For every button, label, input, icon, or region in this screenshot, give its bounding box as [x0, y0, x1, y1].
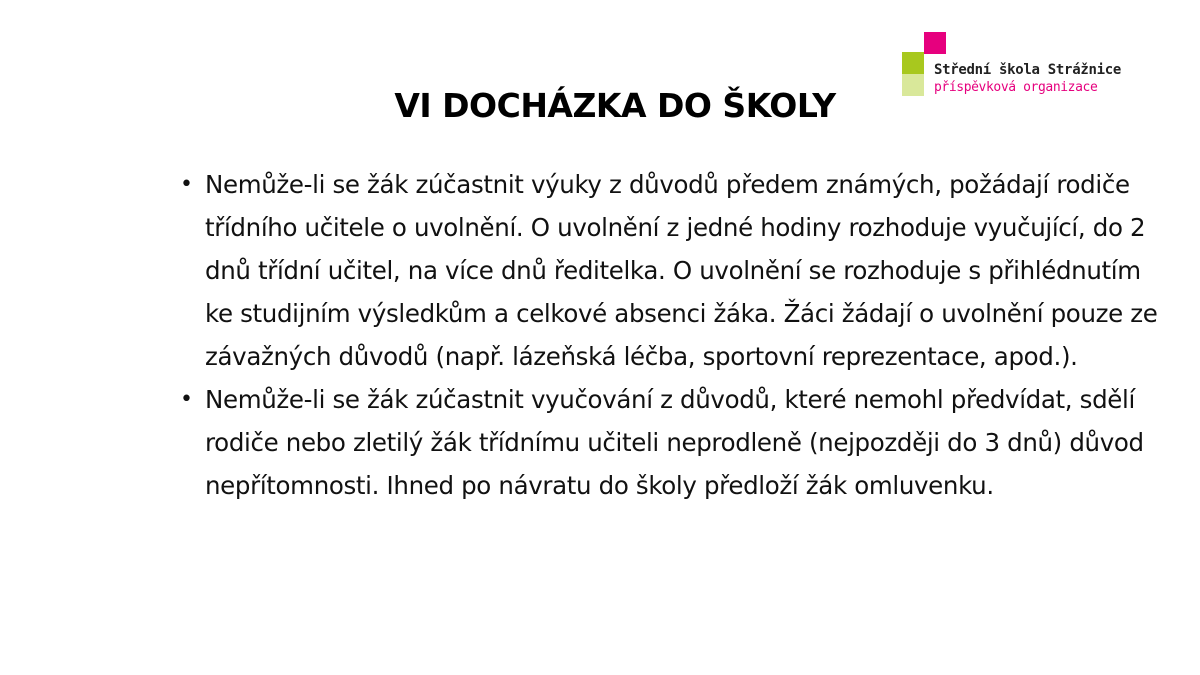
bullet-icon: • [180, 172, 193, 197]
logo-green-square [902, 52, 924, 74]
bullet-item [180, 163, 1165, 378]
slide-content [180, 163, 1165, 507]
bullet-text: Nemůže-li se žák zúčastnit vyučování z důvodů, které nemohl předvídat, sdělí rodiče nebo zletilý žák třídnímu učiteli neprodleně (nejpozději do 3 dnů) důvod nepřítomnosti. Ihned po návratu do školy předloží žák omluvenku. [205, 385, 1144, 500]
slide-title: VI DOCHÁZKA DO ŠKOLY [394, 86, 836, 125]
bullet-text: Nemůže-li se žák zúčastnit výuky z důvodů předem známých, požádají rodiče třídního učitele o uvolnění. O uvolnění z jedné hodiny rozhoduje vyučující, do 2 dnů třídní učitel, na více dnů ředitelka. O uvolnění se rozhoduje s přihlédnutím ke studijním výsledkům a celkové absenci žáka. Žáci žádají o uvolnění pouze ze závažných důvodů (např. lázeňská léčba, sportovní reprezentace, apod.). [205, 170, 1158, 371]
logo-pink-square [924, 32, 946, 54]
school-name: Střední škola Strážnice [934, 62, 1121, 78]
bullet-icon: • [180, 387, 193, 412]
bullet-item [180, 378, 1165, 507]
school-subtitle: příspěvková organizace [934, 80, 1098, 95]
bullet-list [180, 163, 1165, 507]
